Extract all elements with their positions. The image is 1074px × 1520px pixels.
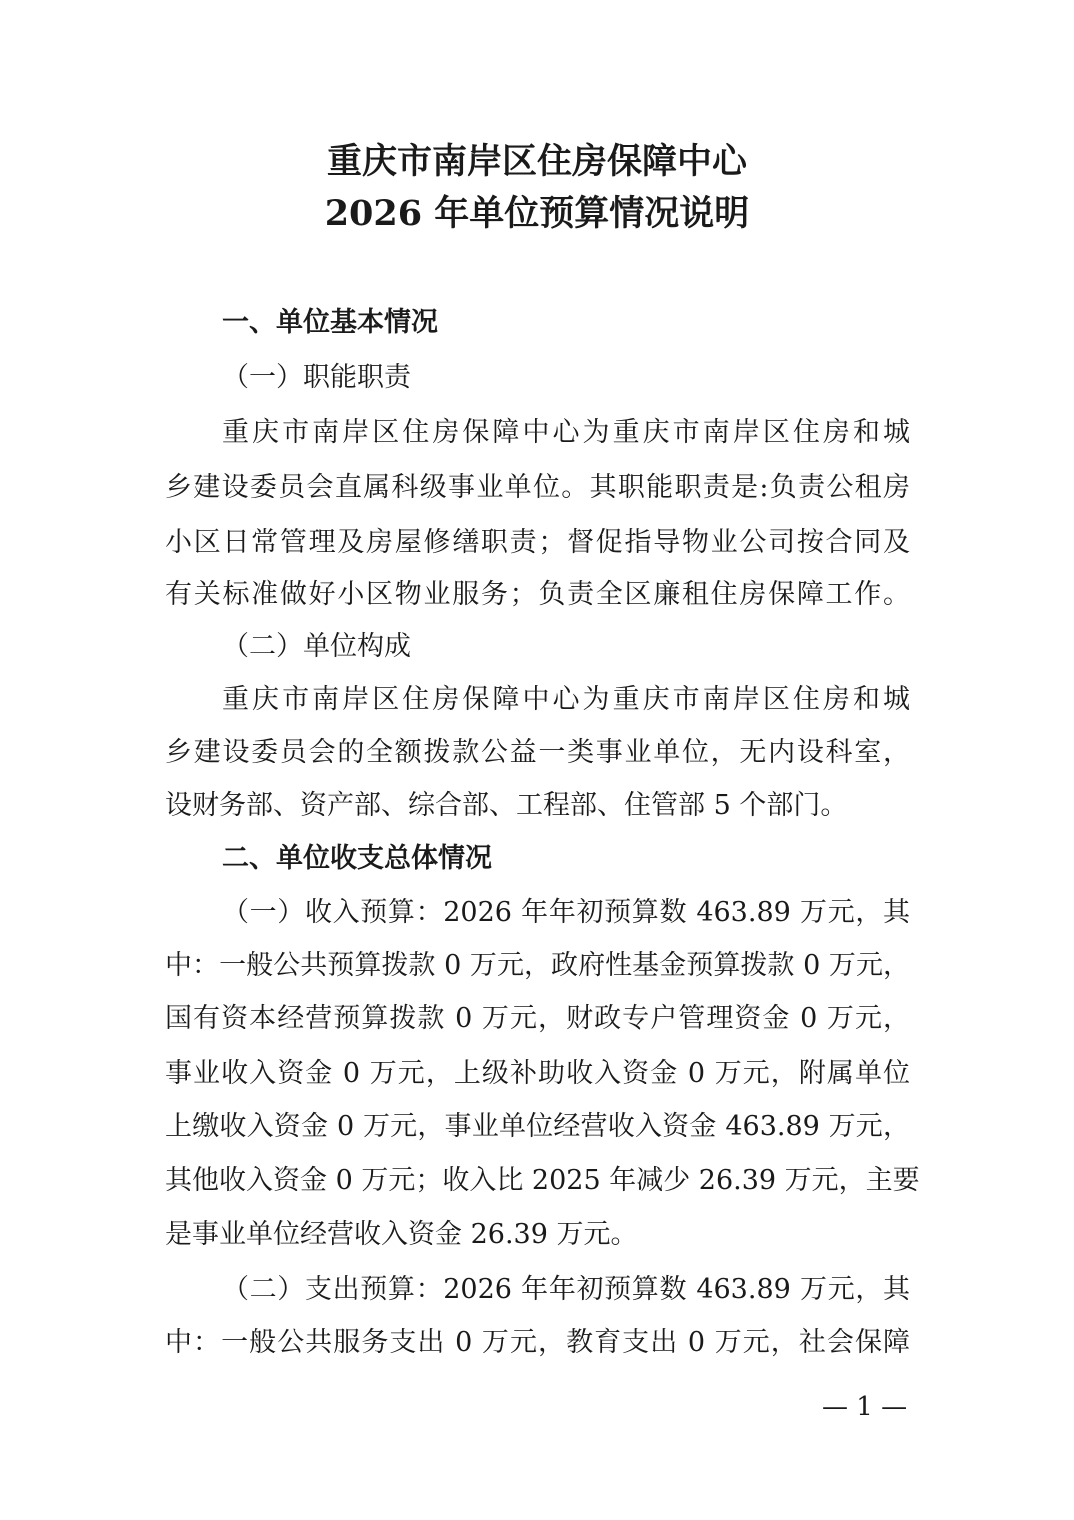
paragraph-line: 中：一般公共服务支出 0 万元，教育支出 0 万元，社会保障: [165, 1327, 910, 1358]
paragraph-line: 小区日常管理及房屋修缮职责；督促指导物业公司按合同及: [165, 527, 910, 558]
paragraph-line: 乡建设委员会直属科级事业单位。其职能职责是:负责公租房: [165, 472, 910, 503]
paragraph-line: 其他收入资金 0 万元；收入比 2025 年减少 26.39 万元，主要: [165, 1165, 920, 1196]
subsection-heading: （一）职能职责: [222, 362, 411, 393]
paragraph-line: 中：一般公共预算拨款 0 万元，政府性基金预算拨款 0 万元，: [165, 950, 910, 981]
section-heading: 一、单位基本情况: [222, 307, 438, 338]
title-line-2: 2026 年单位预算情况说明: [324, 193, 750, 234]
paragraph-line: （一）收入预算：2026 年年初预算数 463.89 万元，其: [222, 897, 910, 928]
paragraph-line: 事业收入资金 0 万元，上级补助收入资金 0 万元，附属单位: [165, 1058, 910, 1089]
paragraph-line: 上缴收入资金 0 万元，事业单位经营收入资金 463.89 万元，: [165, 1111, 910, 1142]
paragraph-line: （二）支出预算：2026 年年初预算数 463.89 万元，其: [222, 1274, 910, 1305]
paragraph-line: 乡建设委员会的全额拨款公益一类事业单位，无内设科室，: [165, 737, 910, 768]
paragraph-line: 设财务部、资产部、综合部、工程部、住管部 5 个部门。: [165, 790, 848, 821]
paragraph-line: 是事业单位经营收入资金 26.39 万元。: [165, 1219, 638, 1250]
paragraph-line: 有关标准做好小区物业服务；负责全区廉租住房保障工作。: [165, 579, 910, 610]
paragraph-line: 重庆市南岸区住房保障中心为重庆市南岸区住房和城: [222, 417, 910, 448]
subsection-heading: （二）单位构成: [222, 631, 411, 662]
page-number: — 1 —: [822, 1392, 908, 1422]
section-heading: 二、单位收支总体情况: [222, 843, 492, 874]
paragraph-line: 重庆市南岸区住房保障中心为重庆市南岸区住房和城: [222, 684, 910, 715]
title-line-1: 重庆市南岸区住房保障中心: [326, 141, 747, 182]
paragraph-line: 国有资本经营预算拨款 0 万元，财政专户管理资金 0 万元，: [165, 1003, 910, 1034]
